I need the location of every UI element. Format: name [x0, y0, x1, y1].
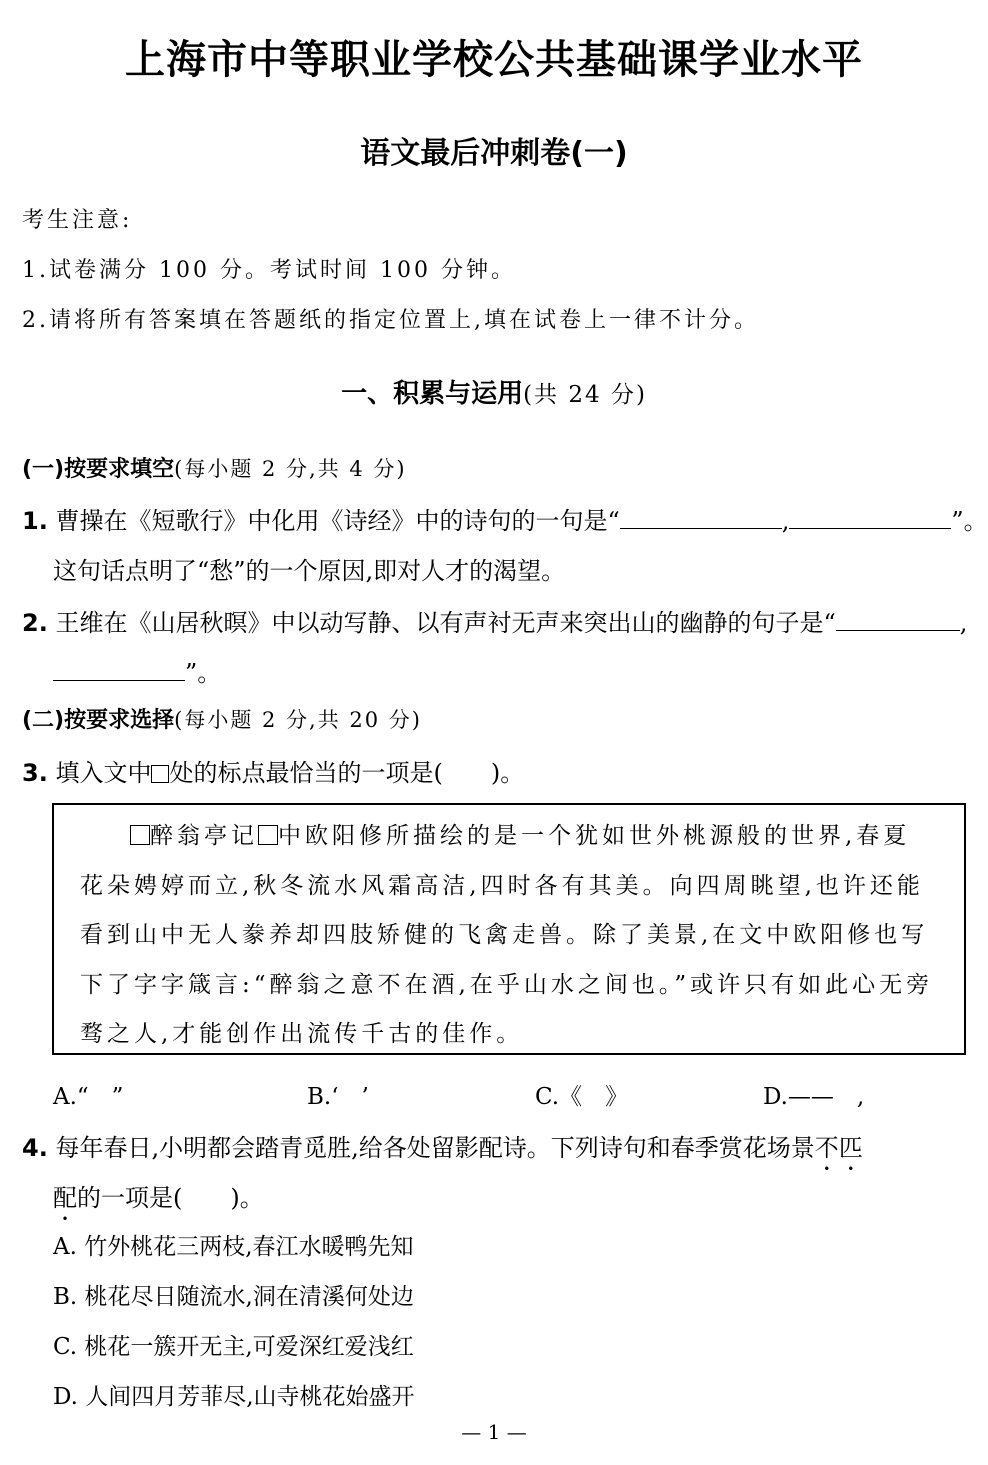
blank-box-icon [151, 765, 169, 783]
emphasis-text: 不匹 [814, 1134, 863, 1162]
question-1 [22, 501, 988, 536]
question-text-b: 的一项是( )。 [77, 1184, 264, 1212]
answer-blank[interactable] [53, 655, 185, 681]
part-title: (二)按要求选择 [22, 708, 175, 733]
question-number: 2. [22, 609, 48, 637]
question-text: 王维在《山居秋暝》中以动写静、以有声衬无声来突出山的幽静的句子是“ [55, 609, 836, 637]
question-text-end: ”。 [185, 659, 222, 687]
question-text: 填入文中 [55, 759, 152, 787]
separator: , [959, 609, 968, 637]
answer-blank[interactable] [836, 605, 960, 631]
question-text-end: ”。 [951, 507, 988, 535]
page-title: 上海市中等职业学校公共基础课学业水平 [125, 37, 863, 83]
passage-text: 醉翁亭记 [150, 823, 258, 849]
passage-line-3: 看到山中无人豢养却四肢矫健的飞禽走兽。除了美景,在文中欧阳修也写 [80, 922, 929, 948]
question-number: 3. [22, 759, 48, 787]
separator: , [781, 507, 790, 535]
emphasis-text: 配 [53, 1184, 77, 1212]
blank-box-icon [130, 825, 150, 845]
question-1-continued: 这句话点明了“愁”的一个原因,即对人才的渴望。 [53, 557, 566, 585]
blank-box-icon [258, 825, 278, 845]
section-title: 一、积累与运用 [341, 379, 524, 409]
notice-item-2: 2.请将所有答案填在答题纸的指定位置上,填在试卷上一律不计分。 [22, 308, 759, 333]
question-number: 4. [22, 1134, 48, 1162]
option-b[interactable]: B. 桃花尽日随流水,洞在清溪何处边 [53, 1284, 414, 1310]
part-heading-2 [22, 703, 422, 734]
option-a[interactable]: A.“ ” [53, 1084, 124, 1110]
question-2-continued [53, 653, 221, 688]
notice-heading: 考生注意: [22, 208, 133, 233]
paper-subtitle: 语文最后冲刺卷(一) [360, 136, 628, 171]
passage-line-5: 骛之人,才能创作出流传千古的佳作。 [80, 1021, 524, 1047]
option-d[interactable]: D.—— , [763, 1084, 865, 1110]
option-c[interactable]: C.《 》 [535, 1084, 629, 1110]
answer-blank[interactable] [620, 503, 782, 529]
question-3 [22, 753, 524, 788]
part-score: (每小题 2 分,共 4 分) [174, 457, 407, 481]
option-b[interactable]: B.‘ ’ [307, 1084, 369, 1110]
question-4-continued [53, 1178, 264, 1226]
part-title: (一)按要求填空 [22, 457, 175, 482]
section-score: (共 24 分) [523, 382, 647, 408]
question-text-b: 处的标点最恰当的一项是( )。 [169, 759, 525, 787]
passage-text: 中欧阳修所描绘的是一个犹如世外桃源般的世界,春夏 [278, 823, 911, 849]
answer-blank[interactable] [789, 503, 951, 529]
question-text: 曹操在《短歌行》中化用《诗经》中的诗句的一句是“ [55, 507, 620, 535]
option-a[interactable]: A. 竹外桃花三两枝,春江水暖鸭先知 [53, 1234, 414, 1260]
part-heading-1 [22, 452, 407, 483]
question-2 [22, 603, 967, 638]
passage-line-4: 下了字字箴言:“醉翁之意不在酒,在乎山水之间也。”或许只有如此心无旁 [80, 972, 934, 998]
question-text: 每年春日,小明都会踏青觅胜,给各处留影配诗。下列诗句和春季赏花场景 [55, 1134, 815, 1162]
question-number: 1. [22, 507, 48, 535]
passage-line-2: 花朵娉婷而立,秋冬流水风霜高洁,四时各有其美。向四周眺望,也许还能 [80, 873, 924, 899]
passage-line-1 [130, 817, 910, 850]
question-4 [22, 1128, 863, 1176]
page-number: — 1 — [461, 1420, 527, 1444]
option-c[interactable]: C. 桃花一簇开无主,可爱深红爱浅红 [53, 1334, 414, 1360]
notice-item-1: 1.试卷满分 100 分。考试时间 100 分钟。 [22, 258, 516, 283]
option-d[interactable]: D. 人间四月芳菲尽,山寺桃花始盛开 [53, 1384, 415, 1410]
part-score: (每小题 2 分,共 20 分) [174, 708, 422, 732]
section-heading [0, 373, 988, 410]
